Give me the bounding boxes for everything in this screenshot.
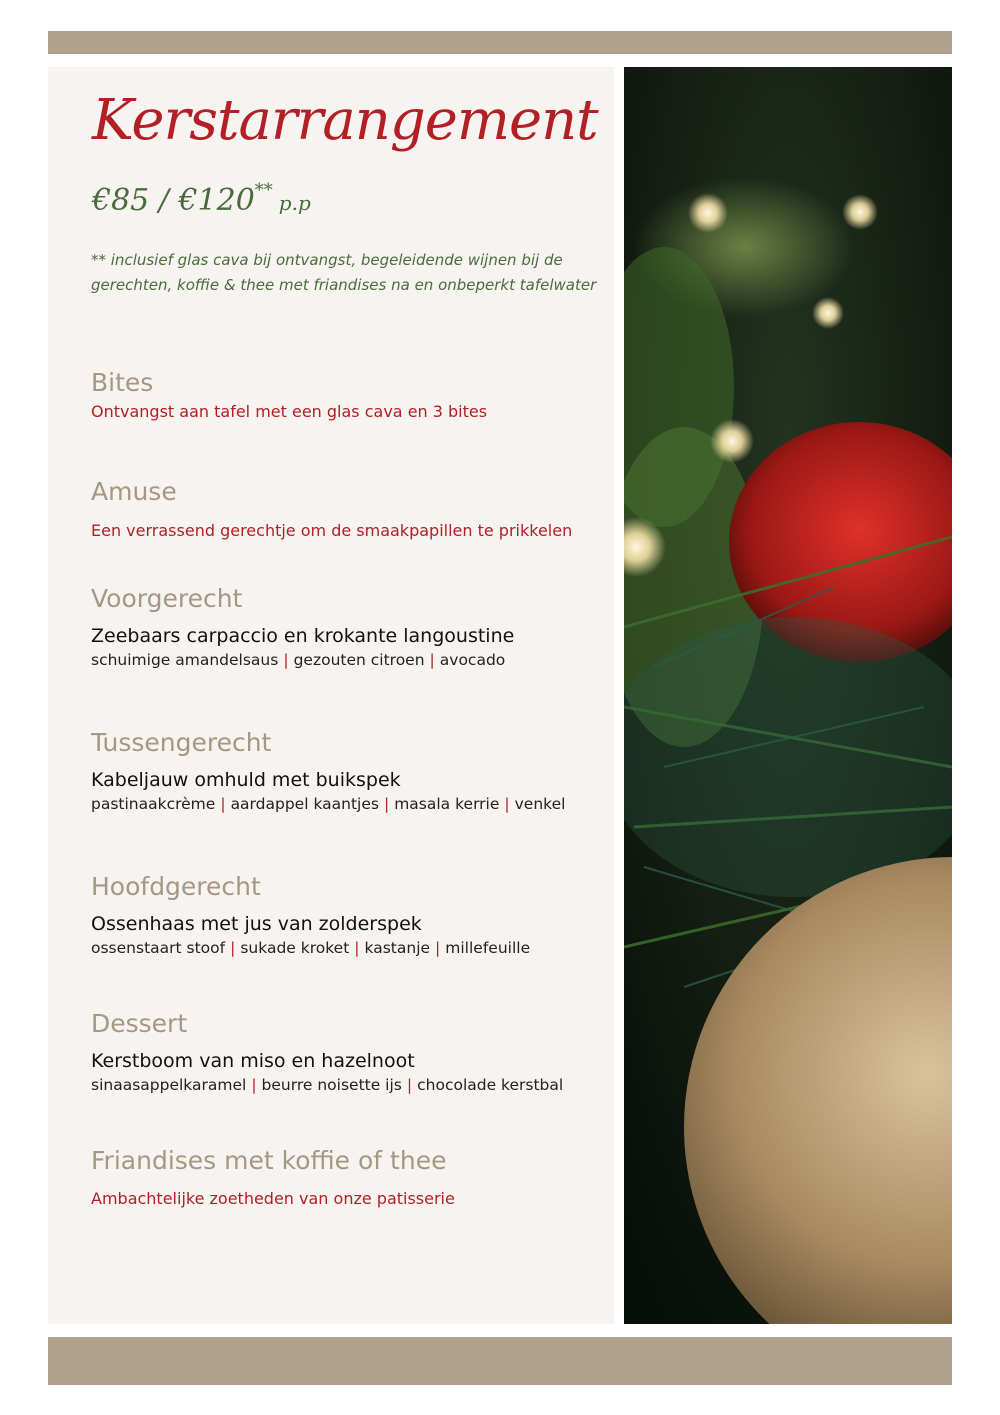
ingredient: masala kerrie [394,795,500,813]
ingredients: pastinaakcrème | aardappel kaantjes | masala kerrie | venkel [91,795,566,813]
ingredients: schuimige amandelsaus | gezouten citroen | avocado [91,651,506,669]
course-description: Ontvangst aan tafel met een glas cava en 3 bites [91,402,488,421]
price-amount: €85 / €120 [92,183,255,218]
ingredient: chocolade kerstbal [417,1076,564,1094]
course-title: Hoofdgerecht [91,872,261,901]
ingredient: pastinaakcrème [91,795,216,813]
price-line [92,180,311,218]
ingredient: venkel [514,795,566,813]
top-decorative-bar [48,31,952,54]
course-title: Amuse [91,477,177,506]
course-description: Een verrassend gerechtje om de smaakpapillen te prikkelen [91,521,573,540]
ingredient: sukade kroket [240,939,350,957]
course-title: Bites [91,368,154,397]
course-voorgerecht [91,584,611,669]
ingredient: sinaasappelkaramel [91,1076,247,1094]
course-dessert [91,1009,611,1094]
dish-name: Ossenhaas met jus van zolderspek [91,913,422,935]
dish-name: Kabeljauw omhuld met buikspek [91,769,401,791]
price-suffix: p.p [278,191,311,215]
course-title: Tussengerecht [91,728,272,757]
ingredient: aardappel kaantjes [230,795,379,813]
course-hoofdgerecht [91,872,611,957]
ingredient: avocado [439,651,506,669]
ingredient: beurre noisette ijs [261,1076,402,1094]
price-note: ** inclusief glas cava bij ontvangst, begeleidende wijnen bij de gerechten, koffie & thee met friandises na en onbeperkt tafelwater [91,251,597,294]
menu-title: Kerstarrangement [92,88,598,153]
ingredient: ossenstaart stoof [91,939,226,957]
course-amuse [91,477,611,540]
course-title: Dessert [91,1009,188,1038]
christmas-ornament-photo [624,67,952,1324]
price-stars: ** [254,180,273,201]
course-bites [91,368,611,421]
ingredient: kastanje [364,939,431,957]
ingredient: millefeuille [445,939,531,957]
dish-name: Zeebaars carpaccio en krokante langoustine [91,625,515,647]
bottom-decorative-bar [48,1337,952,1385]
ingredients: ossenstaart stoof | sukade kroket | kastanje | millefeuille [91,939,531,957]
ingredients: sinaasappelkaramel | beurre noisette ijs | chocolade kerstbal [91,1076,564,1094]
ingredient: gezouten citroen [293,651,425,669]
dish-name: Kerstboom van miso en hazelnoot [91,1050,415,1072]
course-title: Friandises met koffie of thee [91,1146,447,1175]
course-title: Voorgerecht [91,584,243,613]
course-friandises [91,1146,611,1208]
course-description: Ambachtelijke zoetheden van onze patisserie [91,1189,455,1208]
course-tussengerecht [91,728,611,813]
ingredient: schuimige amandelsaus [91,651,279,669]
